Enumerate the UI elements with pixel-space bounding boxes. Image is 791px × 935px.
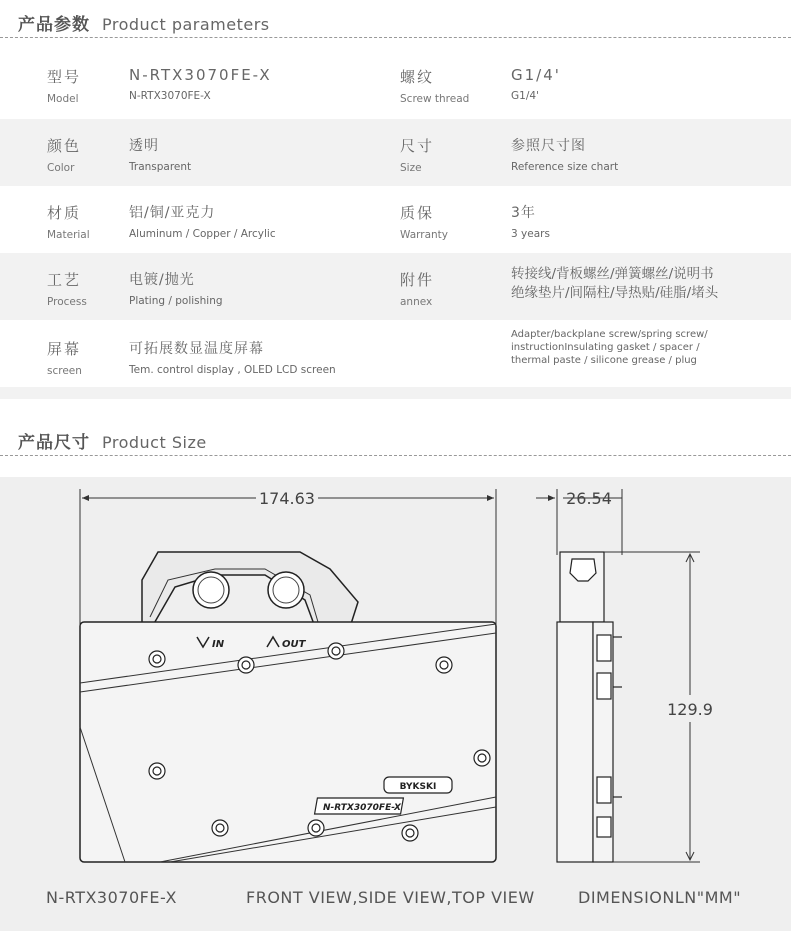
parameters-heading-zh: 产品参数 — [18, 15, 90, 35]
param-row-model — [0, 52, 791, 119]
height-dimension-label: 129.9 — [667, 700, 713, 719]
label-en: Model — [47, 93, 79, 105]
views-caption: FRONT VIEW,SIDE VIEW,TOP VIEW — [246, 888, 535, 907]
param-row-color — [0, 119, 791, 186]
product-size-heading — [18, 428, 207, 453]
label-en: screen — [47, 365, 82, 377]
label-zh: 颜色 — [47, 137, 82, 155]
model-plate-text: N-RTX3070FE-X — [323, 803, 401, 813]
label-zh: 螺纹 — [400, 68, 435, 86]
value-primary: 参照尺寸图 — [511, 138, 586, 154]
accessories-line-1: 转接线/背板螺丝/弹簧螺丝/说明书 — [511, 266, 714, 282]
accessories-en-line-3: thermal paste / silicone grease / plug — [511, 355, 697, 366]
value-primary: G1/4' — [511, 66, 561, 84]
parameters-table — [0, 52, 791, 399]
value-primary: 电镀/抛光 — [129, 272, 195, 288]
value-secondary: N-RTX3070FE-X — [129, 90, 211, 102]
divider — [0, 455, 791, 456]
parameters-heading-en: Product parameters — [102, 15, 270, 34]
divider — [0, 37, 791, 38]
out-label: OUT — [282, 639, 306, 650]
label-zh: 型号 — [47, 68, 82, 86]
value-primary: 铝/铜/亚克力 — [129, 205, 216, 221]
label-en: annex — [400, 296, 433, 308]
param-row-spacer — [0, 387, 791, 399]
label-en: Material — [47, 229, 90, 241]
parameters-heading — [18, 10, 270, 35]
label-zh: 质保 — [400, 204, 435, 222]
label-en: Size — [400, 162, 422, 174]
product-size-heading-en: Product Size — [102, 433, 207, 452]
unit-caption: DIMENSIONLN"MM" — [578, 888, 742, 907]
depth-dimension-label: 26.54 — [566, 489, 612, 508]
side-view — [557, 552, 622, 862]
value-primary: 3年 — [511, 205, 536, 221]
label-en: Warranty — [400, 229, 449, 241]
label-en: Screw thread — [400, 93, 470, 105]
logo-text: BYKSKI — [399, 782, 437, 792]
param-row-screen — [0, 320, 791, 387]
in-label: IN — [212, 639, 225, 650]
product-size-heading-zh: 产品尺寸 — [18, 433, 90, 453]
value-secondary: Tem. control display , OLED LCD screen — [129, 364, 336, 376]
value-secondary: Transparent — [129, 161, 192, 173]
value-secondary: G1/4' — [511, 90, 539, 102]
accessories-line-2: 绝缘垫片/间隔柱/导热贴/硅脂/堵头 — [511, 285, 719, 301]
label-zh: 附件 — [400, 271, 435, 289]
value-secondary: Reference size chart — [511, 161, 619, 173]
label-zh: 尺寸 — [400, 137, 435, 155]
technical-drawing — [0, 477, 791, 931]
label-en: Process — [47, 296, 87, 308]
value-secondary: Plating / polishing — [129, 295, 223, 307]
label-zh: 工艺 — [47, 271, 82, 289]
label-zh: 材质 — [47, 204, 82, 222]
param-row-material — [0, 186, 791, 253]
value-secondary: Aluminum / Copper / Arcylic — [129, 228, 276, 240]
accessories-en-line-1: Adapter/backplane screw/spring screw/ — [511, 329, 708, 340]
value-primary: N-RTX3070FE-X — [129, 66, 272, 84]
front-view — [80, 552, 496, 862]
dimension-drawing — [0, 477, 791, 931]
accessories-en-line-2: instructionInsulating gasket / spacer / — [511, 342, 700, 353]
model-caption: N-RTX3070FE-X — [46, 888, 177, 907]
width-dimension-label: 174.63 — [259, 489, 315, 508]
param-row-process — [0, 253, 791, 320]
label-en: Color — [47, 162, 75, 174]
value-primary: 透明 — [129, 138, 159, 154]
value-secondary: 3 years — [511, 228, 550, 240]
label-zh: 屏幕 — [47, 340, 82, 358]
value-primary: 可拓展数显温度屏幕 — [129, 341, 264, 357]
